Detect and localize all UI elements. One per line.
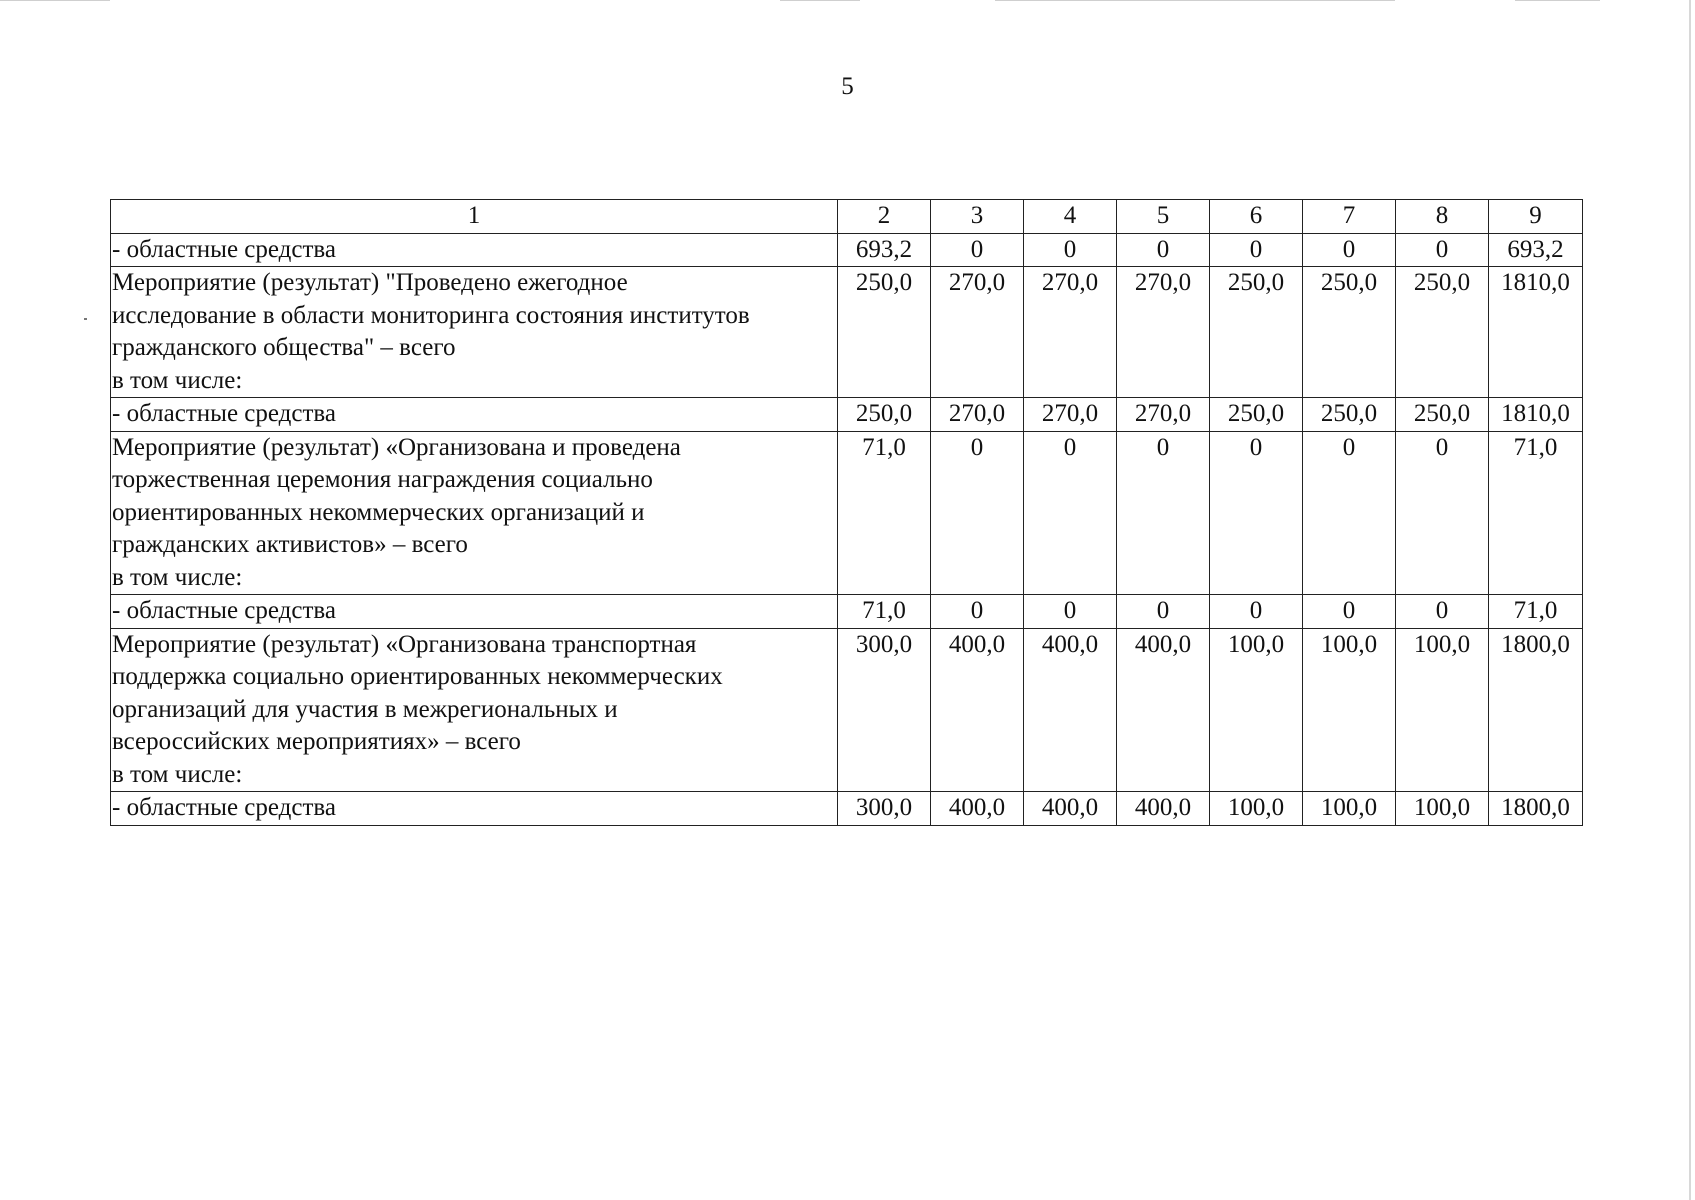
row-label-cell [111, 628, 838, 792]
row-label-line: организаций для участия в межрегиональных и [112, 695, 618, 723]
value-cell: 300,0 [838, 628, 931, 792]
value-cell: 71,0 [1489, 431, 1583, 595]
row-label-line: торжественная церемония награждения социально [112, 466, 653, 493]
value-cell: 250,0 [1210, 267, 1303, 398]
value-cell: 250,0 [1303, 267, 1396, 398]
value-cell: 0 [1024, 595, 1117, 629]
value-cell: 270,0 [931, 398, 1024, 432]
row-label-cell [111, 398, 838, 432]
value-cell: 71,0 [1489, 595, 1583, 629]
value-cell: 400,0 [1024, 792, 1117, 826]
value-cell: 250,0 [1303, 398, 1396, 432]
value-cell: 693,2 [838, 233, 931, 267]
value-cell: 270,0 [1024, 267, 1117, 398]
header-cell: 4 [1024, 200, 1117, 234]
value-cell: 250,0 [1396, 267, 1489, 398]
table-row [111, 628, 1583, 792]
row-label-cell [111, 792, 838, 826]
row-label-cell [111, 431, 838, 595]
table-row [111, 792, 1583, 826]
value-cell: 250,0 [838, 398, 931, 432]
row-label-cell [111, 233, 838, 267]
header-cell: 5 [1117, 200, 1210, 234]
value-cell: 0 [1117, 233, 1210, 267]
table-row [111, 398, 1583, 432]
row-label-line: - областные средства [112, 794, 336, 821]
value-cell: 400,0 [931, 628, 1024, 792]
table-body [111, 200, 1583, 826]
value-cell: 0 [1303, 431, 1396, 595]
value-cell: 270,0 [1117, 398, 1210, 432]
value-cell: 100,0 [1303, 792, 1396, 826]
value-cell: 300,0 [838, 792, 931, 826]
scan-edge-line [995, 0, 1395, 1]
table-row [111, 267, 1583, 398]
value-cell: 0 [1210, 233, 1303, 267]
table-row [111, 595, 1583, 629]
value-cell: 250,0 [1396, 398, 1489, 432]
row-label-line: исследование в области мониторинга состояния институтов [112, 301, 750, 329]
table-row [111, 431, 1583, 595]
row-label-line: ориентированных некоммерческих организаций и [112, 498, 645, 526]
row-label-line: поддержка социально ориентированных некоммерческих [112, 663, 723, 690]
value-cell: 100,0 [1210, 628, 1303, 792]
value-cell: 0 [1303, 595, 1396, 629]
scan-speck [84, 318, 87, 320]
scan-edge-line [780, 0, 860, 1]
value-cell: 0 [1117, 595, 1210, 629]
value-cell: 400,0 [1024, 628, 1117, 792]
value-cell: 0 [1024, 233, 1117, 267]
row-label-line: - областные средства [112, 400, 336, 427]
value-cell: 400,0 [931, 792, 1024, 826]
row-label-cell [111, 267, 838, 398]
header-cell: 8 [1396, 200, 1489, 234]
header-cell: 9 [1489, 200, 1583, 234]
row-label-line: в том числе: [112, 760, 243, 788]
page-number: 5 [841, 73, 854, 100]
header-cell: 3 [931, 200, 1024, 234]
row-label-line: в том числе: [112, 563, 243, 591]
table-header-row [111, 200, 1583, 234]
value-cell: 270,0 [931, 267, 1024, 398]
value-cell: 250,0 [1210, 398, 1303, 432]
value-cell: 100,0 [1303, 628, 1396, 792]
scan-right-edge [1689, 0, 1691, 1200]
value-cell: 693,2 [1489, 233, 1583, 267]
value-cell: 1800,0 [1489, 792, 1583, 826]
row-label-line: Мероприятие (результат) «Организована транспортная [112, 630, 697, 658]
value-cell: 270,0 [1024, 398, 1117, 432]
row-label-line: гражданского общества" – всего [112, 334, 456, 361]
row-label-line: Мероприятие (результат) "Проведено ежегодное [112, 269, 628, 296]
value-cell: 100,0 [1396, 628, 1489, 792]
budget-table [110, 199, 1583, 826]
header-cell: 7 [1303, 200, 1396, 234]
value-cell: 0 [931, 431, 1024, 595]
value-cell: 0 [1396, 431, 1489, 595]
value-cell: 71,0 [838, 595, 931, 629]
scan-edge-line [1515, 0, 1600, 1]
row-label-cell [111, 595, 838, 629]
value-cell: 270,0 [1117, 267, 1210, 398]
value-cell: 71,0 [838, 431, 931, 595]
row-label-line: - областные средства [112, 235, 336, 263]
value-cell: 0 [1210, 431, 1303, 595]
value-cell: 100,0 [1210, 792, 1303, 826]
value-cell: 0 [1024, 431, 1117, 595]
row-label-line: всероссийских мероприятиях» – всего [112, 728, 521, 755]
table-row [111, 233, 1583, 267]
header-cell: 1 [111, 200, 838, 234]
value-cell: 0 [1117, 431, 1210, 595]
value-cell: 0 [1396, 233, 1489, 267]
value-cell: 100,0 [1396, 792, 1489, 826]
value-cell: 1800,0 [1489, 628, 1583, 792]
value-cell: 1810,0 [1489, 398, 1583, 432]
header-cell: 6 [1210, 200, 1303, 234]
row-label-line: Мероприятие (результат) «Организована и проведена [112, 433, 681, 461]
value-cell: 400,0 [1117, 628, 1210, 792]
row-label-line: - областные средства [112, 597, 336, 624]
scan-edge-line [0, 0, 110, 1]
value-cell: 250,0 [838, 267, 931, 398]
value-cell: 1810,0 [1489, 267, 1583, 398]
value-cell: 0 [1396, 595, 1489, 629]
row-label-line: в том числе: [112, 366, 243, 394]
value-cell: 0 [1303, 233, 1396, 267]
value-cell: 400,0 [1117, 792, 1210, 826]
value-cell: 0 [1210, 595, 1303, 629]
value-cell: 0 [931, 595, 1024, 629]
header-cell: 2 [838, 200, 931, 234]
value-cell: 0 [931, 233, 1024, 267]
row-label-line: гражданских активистов» – всего [112, 531, 468, 558]
